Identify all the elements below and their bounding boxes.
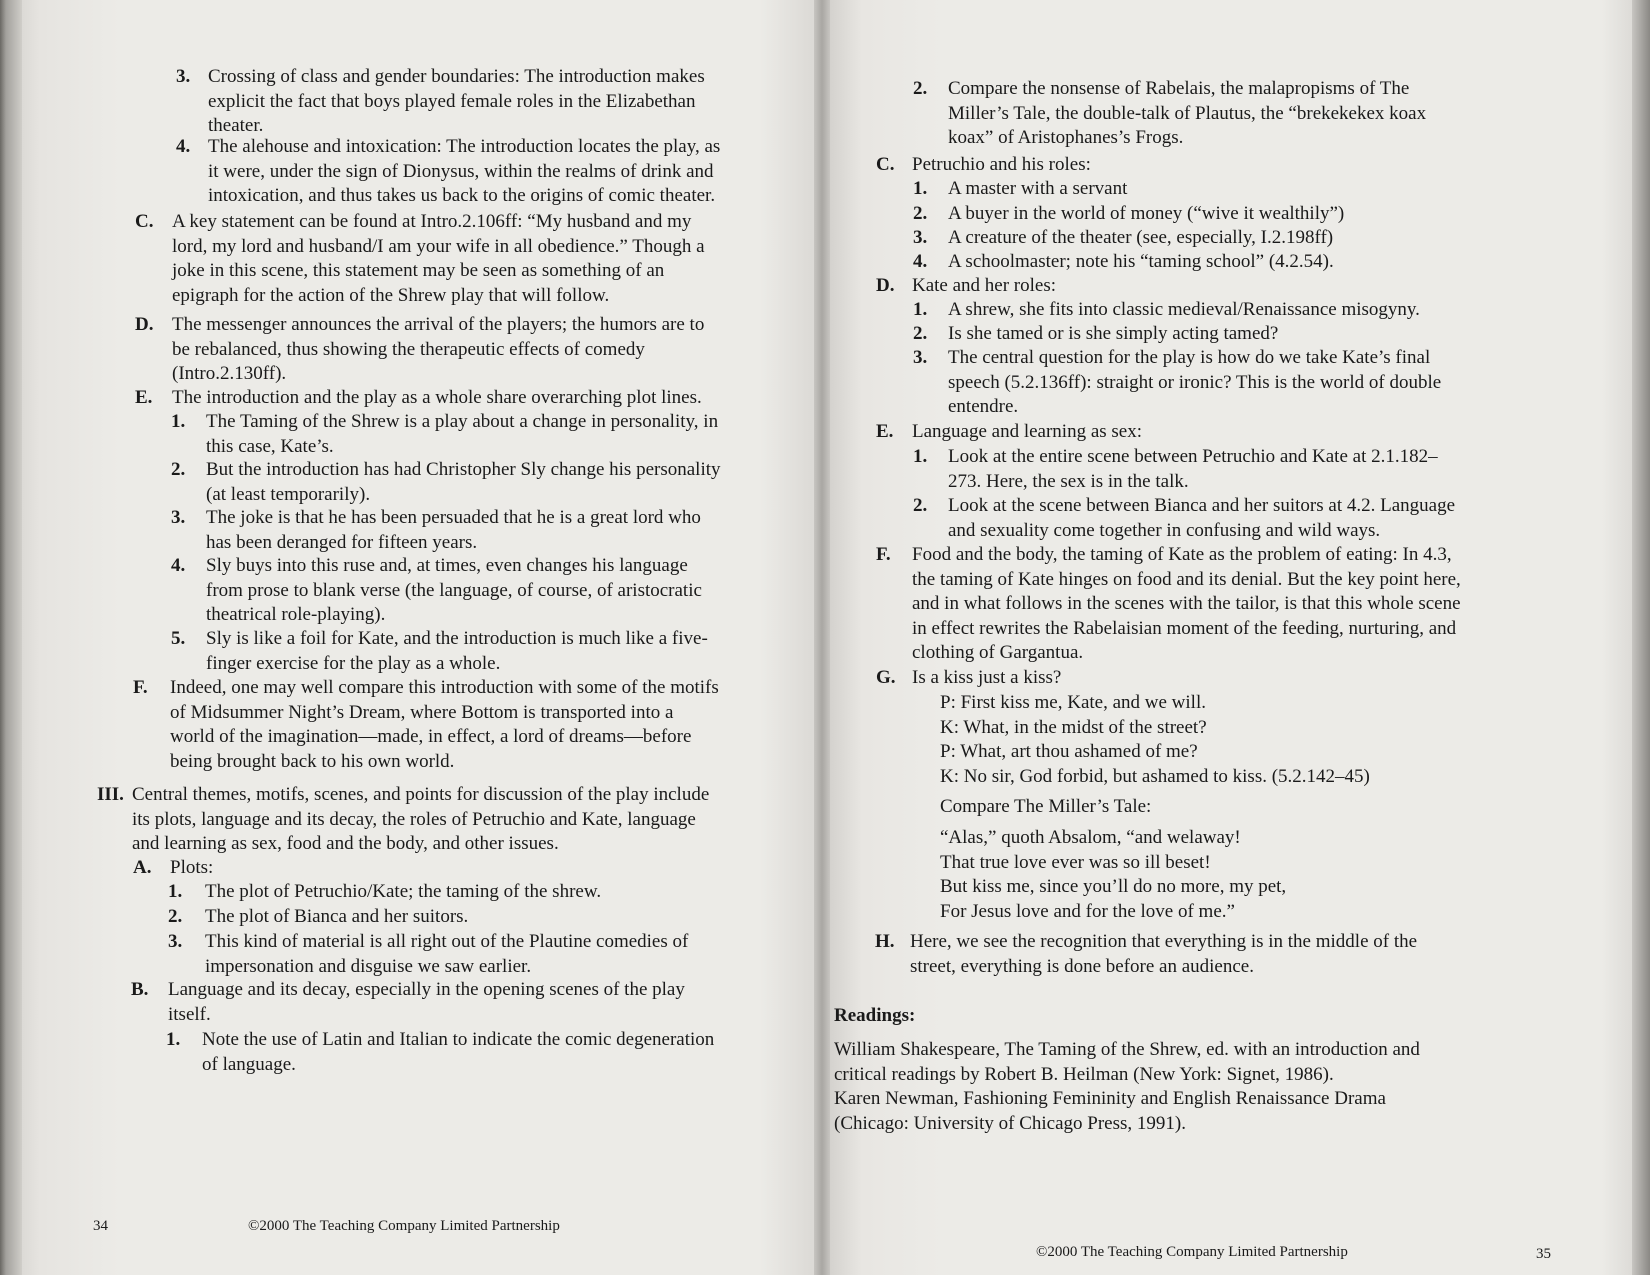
left-item-label: III.: [97, 784, 124, 805]
left-text-line: its plots, language and its decay, the roles of Petruchio and Kate, language: [132, 808, 696, 830]
left-text-line: Sly is like a foil for Kate, and the introduction is much like a five-: [206, 628, 708, 649]
left-item-label: 1.: [171, 411, 186, 432]
right-text-line: K: What, in the midst of the street?: [940, 716, 1207, 738]
left-text-line: of Midsummer Night’s Dream, where Bottom is transported into a: [170, 701, 674, 723]
right-text-line: Is a kiss just a kiss?: [912, 667, 1062, 688]
left-item-label: 3.: [176, 66, 191, 87]
right-text-line: Compare The Miller’s Tale:: [940, 796, 1152, 817]
left-text-line: be rebalanced, thus showing the therapeutic effects of comedy: [172, 338, 645, 360]
left-text-line: (at least temporarily).: [206, 483, 371, 505]
right-text-line: K: No sir, God forbid, but ashamed to kiss. (5.2.142–45): [940, 765, 1370, 787]
right-item-label: 2.: [913, 78, 928, 99]
right-text-line: and sexuality come together in confusing and wild ways.: [948, 519, 1381, 541]
right-text-line: A buyer in the world of money (“wive it wealthily”): [948, 203, 1345, 224]
left-text-line: Crossing of class and gender boundaries: The introduction makes: [208, 66, 705, 87]
left-text-line: itself.: [168, 1003, 211, 1025]
right-item-label: E.: [876, 421, 894, 442]
right-text-line: A schoolmaster; note his “taming school” (4.2.54).: [948, 251, 1334, 272]
right-text-line: Is she tamed or is she simply acting tamed?: [948, 323, 1279, 344]
right-text-line: clothing of Gargantua.: [912, 642, 1084, 663]
left-item-label: B.: [131, 979, 149, 1000]
left-item-label: 3.: [171, 507, 186, 528]
footer-left: ©2000 The Teaching Company Limited Partnership: [248, 1218, 560, 1234]
right-text-line: A master with a servant: [948, 178, 1128, 199]
left-item-label: 2.: [168, 906, 183, 927]
footer-right: ©2000 The Teaching Company Limited Partnership: [1036, 1244, 1348, 1260]
left-text-line: Language and its decay, especially in the opening scenes of the play: [168, 979, 685, 1000]
left-text-line: joke in this scene, this statement may be seen as something of an: [172, 260, 665, 281]
page-edge-left: [0, 0, 22, 1275]
right-text-line: koax” of Aristophanes’s Frogs.: [948, 127, 1184, 148]
right-item-label: H.: [875, 931, 895, 952]
left-item-label: 4.: [176, 136, 191, 157]
left-text-line: The Taming of the Shrew is a play about a change in personality, in: [206, 411, 719, 432]
left-text-line: being brought back to his own world.: [170, 750, 455, 772]
left-text-line: finger exercise for the play as a whole.: [206, 652, 501, 674]
reading-entry-line: (Chicago: University of Chicago Press, 1991).: [834, 1112, 1186, 1134]
right-text-line: A creature of the theater (see, especially, I.2.198ff): [948, 227, 1334, 248]
left-text-line: The introduction and the play as a whole share overarching plot lines.: [172, 387, 702, 408]
right-item-label: 2.: [913, 203, 928, 224]
right-text-line: P: First kiss me, Kate, and we will.: [940, 692, 1206, 713]
left-text-line: has been deranged for fifteen years.: [206, 531, 478, 553]
left-text-line: epigraph for the action of the Shrew play that will follow.: [172, 284, 610, 306]
left-text-line: it were, under the sign of Dionysus, within the realms of drink and: [208, 160, 714, 182]
left-item-label: 3.: [168, 931, 183, 952]
left-text-line: impersonation and disguise we saw earlier.: [205, 955, 532, 977]
left-item-label: 4.: [171, 555, 186, 576]
left-item-label: 1.: [168, 881, 183, 902]
right-text-line: Petruchio and his roles:: [912, 154, 1091, 175]
left-item-label: 1.: [166, 1029, 181, 1050]
left-text-line: This kind of material is all right out of the Plautine comedies of: [205, 931, 689, 952]
right-text-line: Compare the nonsense of Rabelais, the malapropisms of The: [948, 78, 1410, 99]
left-item-label: E.: [135, 387, 153, 408]
left-text-line: from prose to blank verse (the language, of course, of aristocratic: [206, 579, 702, 601]
left-text-line: world of the imagination—made, in effect, a lord of dreams—before: [170, 726, 692, 747]
right-text-line: entendre.: [948, 396, 1019, 417]
left-text-line: The joke is that he has been persuaded that he is a great lord who: [206, 507, 701, 528]
right-item-label: 1.: [913, 178, 928, 199]
right-text-line: Kate and her roles:: [912, 275, 1057, 296]
right-text-line: “Alas,” quoth Absalom, “and welaway!: [940, 827, 1241, 848]
left-item-label: D.: [135, 314, 154, 335]
right-text-line: the taming of Kate hinges on food and its denial. But the key point here,: [912, 568, 1461, 590]
right-text-line: in effect rewrites the Rabelaisian moment of the feeding, nurturing, and: [912, 617, 1457, 639]
left-item-label: C.: [135, 211, 154, 232]
right-item-label: C.: [876, 154, 895, 175]
left-text-line: theater.: [208, 115, 264, 136]
left-text-line: The plot of Petruchio/Kate; the taming of the shrew.: [205, 881, 602, 902]
right-item-label: G.: [876, 667, 896, 688]
page-edge-right: [1632, 0, 1650, 1275]
right-item-label: F.: [876, 544, 891, 565]
right-text-line: For Jesus love and for the love of me.”: [940, 900, 1235, 922]
left-text-line: of language.: [202, 1053, 296, 1075]
book-gutter: [814, 0, 830, 1275]
readings-heading: Readings:: [834, 1005, 916, 1026]
right-text-line: That true love ever was so ill beset!: [940, 851, 1211, 873]
reading-entry-line: critical readings by Robert B. Heilman (New York: Signet, 1986).: [834, 1063, 1334, 1085]
left-item-label: A.: [133, 857, 152, 878]
left-text-line: Sly buys into this ruse and, at times, even changes his language: [206, 555, 688, 576]
right-item-label: D.: [876, 275, 895, 296]
left-text-line: Plots:: [170, 857, 214, 878]
left-item-label: 5.: [171, 628, 186, 649]
page-number-right: 35: [1536, 1246, 1551, 1262]
left-text-line: this case, Kate’s.: [206, 435, 334, 457]
right-text-line: street, everything is done before an audience.: [910, 955, 1254, 977]
right-item-label: 1.: [913, 446, 928, 467]
left-text-line: Central themes, motifs, scenes, and points for discussion of the play include: [132, 784, 710, 805]
right-text-line: and in what follows in the scenes with the tailor, is that this whole scene: [912, 593, 1461, 614]
right-item-label: 2.: [913, 323, 928, 344]
right-text-line: 273. Here, the sex is in the talk.: [948, 470, 1189, 492]
left-text-line: A key statement can be found at Intro.2.106ff: “My husband and my: [172, 211, 692, 232]
left-text-line: theatrical role-playing).: [206, 604, 386, 625]
left-item-label: 2.: [171, 459, 186, 480]
right-item-label: 3.: [913, 347, 928, 368]
right-text-line: Here, we see the recognition that everything is in the middle of the: [910, 931, 1418, 952]
right-item-label: 3.: [913, 227, 928, 248]
left-text-line: The alehouse and intoxication: The introduction locates the play, as: [208, 136, 721, 157]
right-text-line: Food and the body, the taming of Kate as the problem of eating: In 4.3,: [912, 544, 1452, 565]
left-text-line: The plot of Bianca and her suitors.: [205, 906, 469, 927]
left-text-line: and learning as sex, food and the body, and other issues.: [132, 833, 559, 854]
reading-entry-line: William Shakespeare, The Taming of the Shrew, ed. with an introduction and: [834, 1039, 1420, 1060]
right-text-line: Language and learning as sex:: [912, 421, 1143, 442]
right-item-label: 2.: [913, 495, 928, 516]
right-item-label: 1.: [913, 299, 928, 320]
right-text-line: Miller’s Tale, the double-talk of Plautus, the “brekekekex koax: [948, 102, 1427, 124]
left-text-line: lord, my lord and husband/I am your wife in all obedience.” Though a: [172, 235, 705, 257]
right-text-line: A shrew, she fits into classic medieval/Renaissance misogyny.: [948, 299, 1420, 320]
left-text-line: The messenger announces the arrival of the players; the humors are to: [172, 314, 705, 335]
right-text-line: P: What, art thou ashamed of me?: [940, 741, 1198, 762]
left-text-line: explicit the fact that boys played female roles in the Elizabethan: [208, 90, 696, 112]
right-text-line: Look at the entire scene between Petruchio and Kate at 2.1.182–: [948, 446, 1438, 467]
right-text-line: The central question for the play is how do we take Kate’s final: [948, 347, 1431, 368]
right-text-line: But kiss me, since you’ll do no more, my pet,: [940, 876, 1287, 897]
reading-entry-line: Karen Newman, Fashioning Femininity and English Renaissance Drama: [834, 1088, 1386, 1109]
left-text-line: (Intro.2.130ff).: [172, 363, 287, 384]
left-text-line: intoxication, and thus takes us back to the origins of comic theater.: [208, 185, 716, 206]
left-text-line: Note the use of Latin and Italian to indicate the comic degeneration: [202, 1029, 715, 1050]
page-number-left: 34: [93, 1218, 108, 1234]
left-item-label: F.: [133, 677, 148, 698]
right-text-line: Look at the scene between Bianca and her suitors at 4.2. Language: [948, 495, 1456, 516]
right-item-label: 4.: [913, 251, 928, 272]
left-text-line: But the introduction has had Christopher Sly change his personality: [206, 459, 721, 480]
left-text-line: Indeed, one may well compare this introduction with some of the motifs: [170, 677, 719, 698]
right-text-line: speech (5.2.136ff): straight or ironic? This is the world of double: [948, 371, 1442, 393]
